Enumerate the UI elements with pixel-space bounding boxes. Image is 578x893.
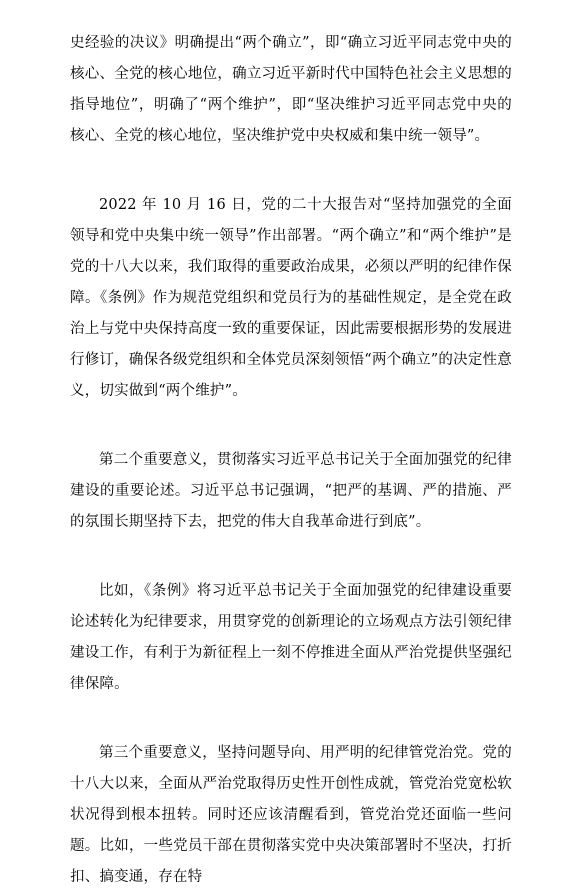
paragraph-second-significance: 第二个重要意义，贯彻落实习近平总书记关于全面加强党的纪律建设的重要论述。习近平总书记强调，“把严的基调、严的措施、严的氛围长期坚持下去，把党的伟大自我革命进行到底”。 (70, 452, 512, 530)
paragraph-regulation-example: 比如，《条例》将习近平总书记关于全面加强党的纪律建设重要论述转化为纪律要求，用贯穿党的创新理论的立场观点方法引领纪律建设工作，有利于为新征程上一刻不停推进全面从严治党提供坚强纪律保障。 (70, 583, 512, 692)
paragraph-third-significance: 第三个重要意义，坚持问题导向、用严明的纪律管党治党。党的十八大以来，全面从严治党取得历史性开创性成就，管党治党宽松软状况得到根本扭转。同时还应该清醒看到，管党治党还面临一些问题。比如，一些党员干部在贯彻落实党中央决策部署时不坚决，打折扣、搞变通，存在特 (70, 745, 512, 885)
paragraph-continuation: 史经验的决议》明确提出“两个确立”，即“确立习近平同志党中央的核心、全党的核心地位，确立习近平新时代中国特色社会主义思想的指导地位”，明确了“两个维护”，即“坚决维护习近平同志党中央的核心、全党的核心地位，坚决维护党中央权威和集中统一领导”。 (70, 35, 512, 144)
paragraph-twentieth-congress: 2022 年 10 月 16 日，党的二十大报告对“坚持加强党的全面领导和党中央集中统一领导”作出部署。“两个确立”和“两个维护”是党的十八大以来，我们取得的重要政治成果，必须以严明的纪律作保障。《条例》作为规范党组织和党员行为的基础性规定，是全党在政治上与党中央保持高度一致的重要保证，因此需要根据形势的发展进行修订，确保各级党组织和全体党员深刻领悟“两个确立”的决定性意义，切实做到“两个维护”。 (70, 197, 512, 399)
